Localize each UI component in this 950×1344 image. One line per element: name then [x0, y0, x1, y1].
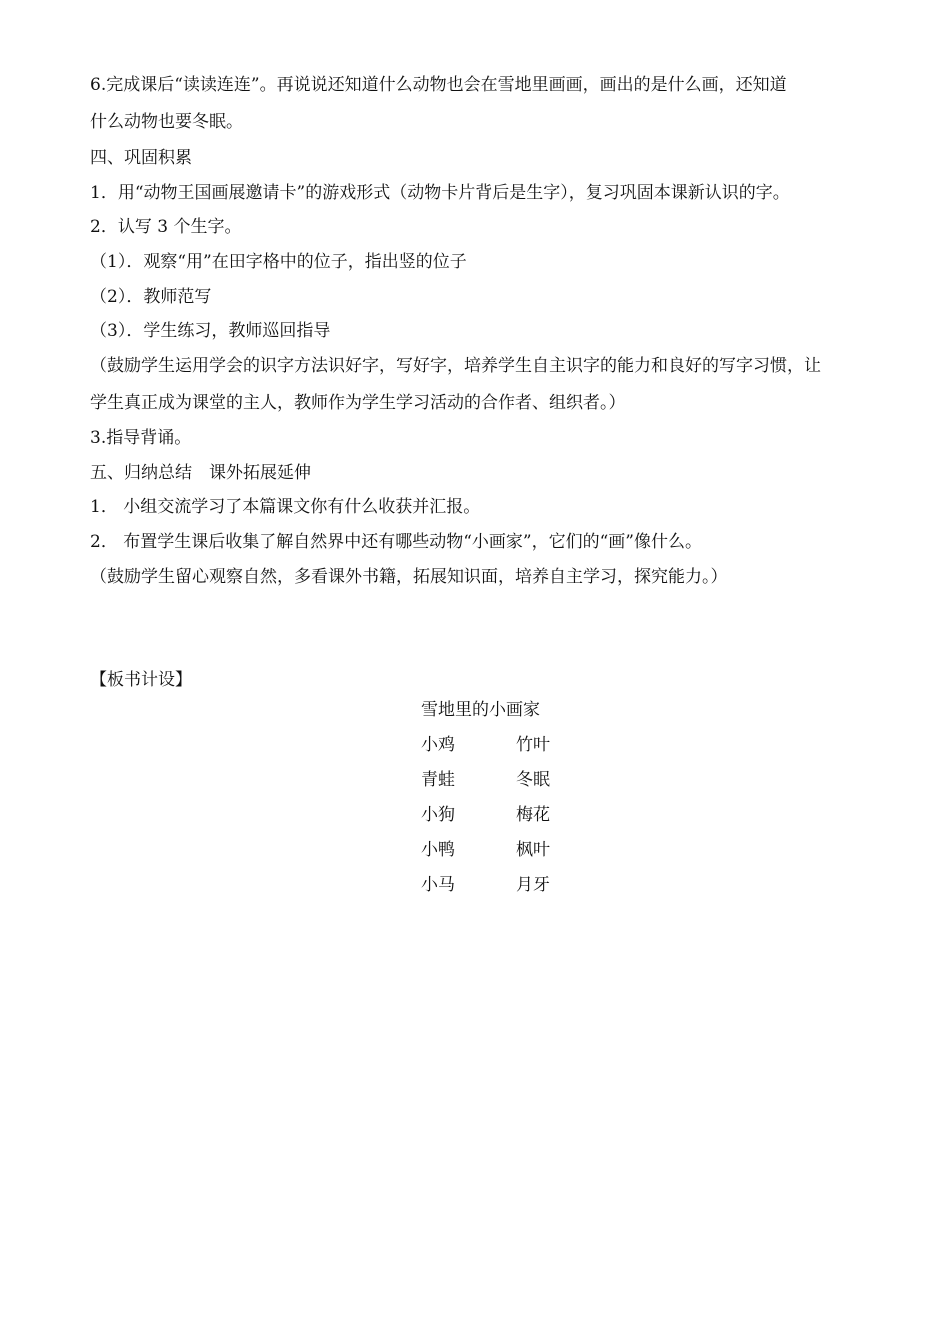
- text-line-7: （2）．教师范写: [90, 287, 212, 307]
- text-line-14: 2． 布置学生课后收集了解自然界中还有哪些动物“小画家”，它们的“画”像什么。: [90, 532, 702, 552]
- text-line-1: 6.完成课后“读读连连”。再说说还知道什么动物也会在雪地里画画，画出的是什么画，还知道: [90, 75, 787, 95]
- board-row-left: 青蛙: [421, 770, 455, 790]
- text-line-9: （鼓励学生运用学会的识字方法识好字，写好字，培养学生自主识字的能力和良好的写字习惯，让: [90, 356, 821, 376]
- board-row-right: 枫叶: [516, 840, 550, 860]
- board-row: [421, 877, 621, 912]
- board-row-right: 冬眠: [516, 770, 550, 790]
- text-line-10: 学生真正成为课堂的主人，教师作为学生学习活动的合作者、组织者。）: [90, 393, 626, 413]
- text-line-5: 2．认写 3 个生字。: [90, 217, 242, 237]
- board-row-left: 小鸭: [421, 840, 455, 860]
- text-line-15: （鼓励学生留心观察自然，多看课外书籍，拓展知识面，培养自主学习，探究能力。）: [90, 567, 728, 587]
- board-title: 雪地里的小画家: [421, 700, 540, 720]
- section-heading-4: 四、巩固积累: [90, 148, 192, 168]
- board-row: [421, 807, 621, 842]
- board-row-right: 竹叶: [516, 735, 550, 755]
- board-row-right: 梅花: [516, 805, 550, 825]
- text-line-13: 1． 小组交流学习了本篇课文你有什么收获并汇报。: [90, 497, 481, 517]
- board-row-left: 小狗: [421, 805, 455, 825]
- board-row-left: 小鸡: [421, 735, 455, 755]
- text-line-11: 3.指导背诵。: [90, 428, 192, 448]
- board-heading: 【板书计设】: [90, 670, 192, 690]
- board-row: [421, 772, 621, 807]
- text-line-4: 1．用“动物王国画展邀请卡”的游戏形式（动物卡片背后是生字），复习巩固本课新认识的字。: [90, 183, 790, 203]
- text-line-8: （3）．学生练习，教师巡回指导: [90, 321, 331, 341]
- text-line-6: （1）．观察“用”在田字格中的位子，指出竖的位子: [90, 252, 467, 272]
- board-row: [421, 842, 621, 877]
- board-row-left: 小马: [421, 875, 455, 895]
- board-row-right: 月牙: [516, 875, 550, 895]
- text-line-2: 什么动物也要冬眠。: [90, 112, 243, 132]
- board-layout: [421, 702, 621, 912]
- board-row: [421, 737, 621, 772]
- section-heading-5: 五、归纳总结 课外拓展延伸: [90, 463, 311, 483]
